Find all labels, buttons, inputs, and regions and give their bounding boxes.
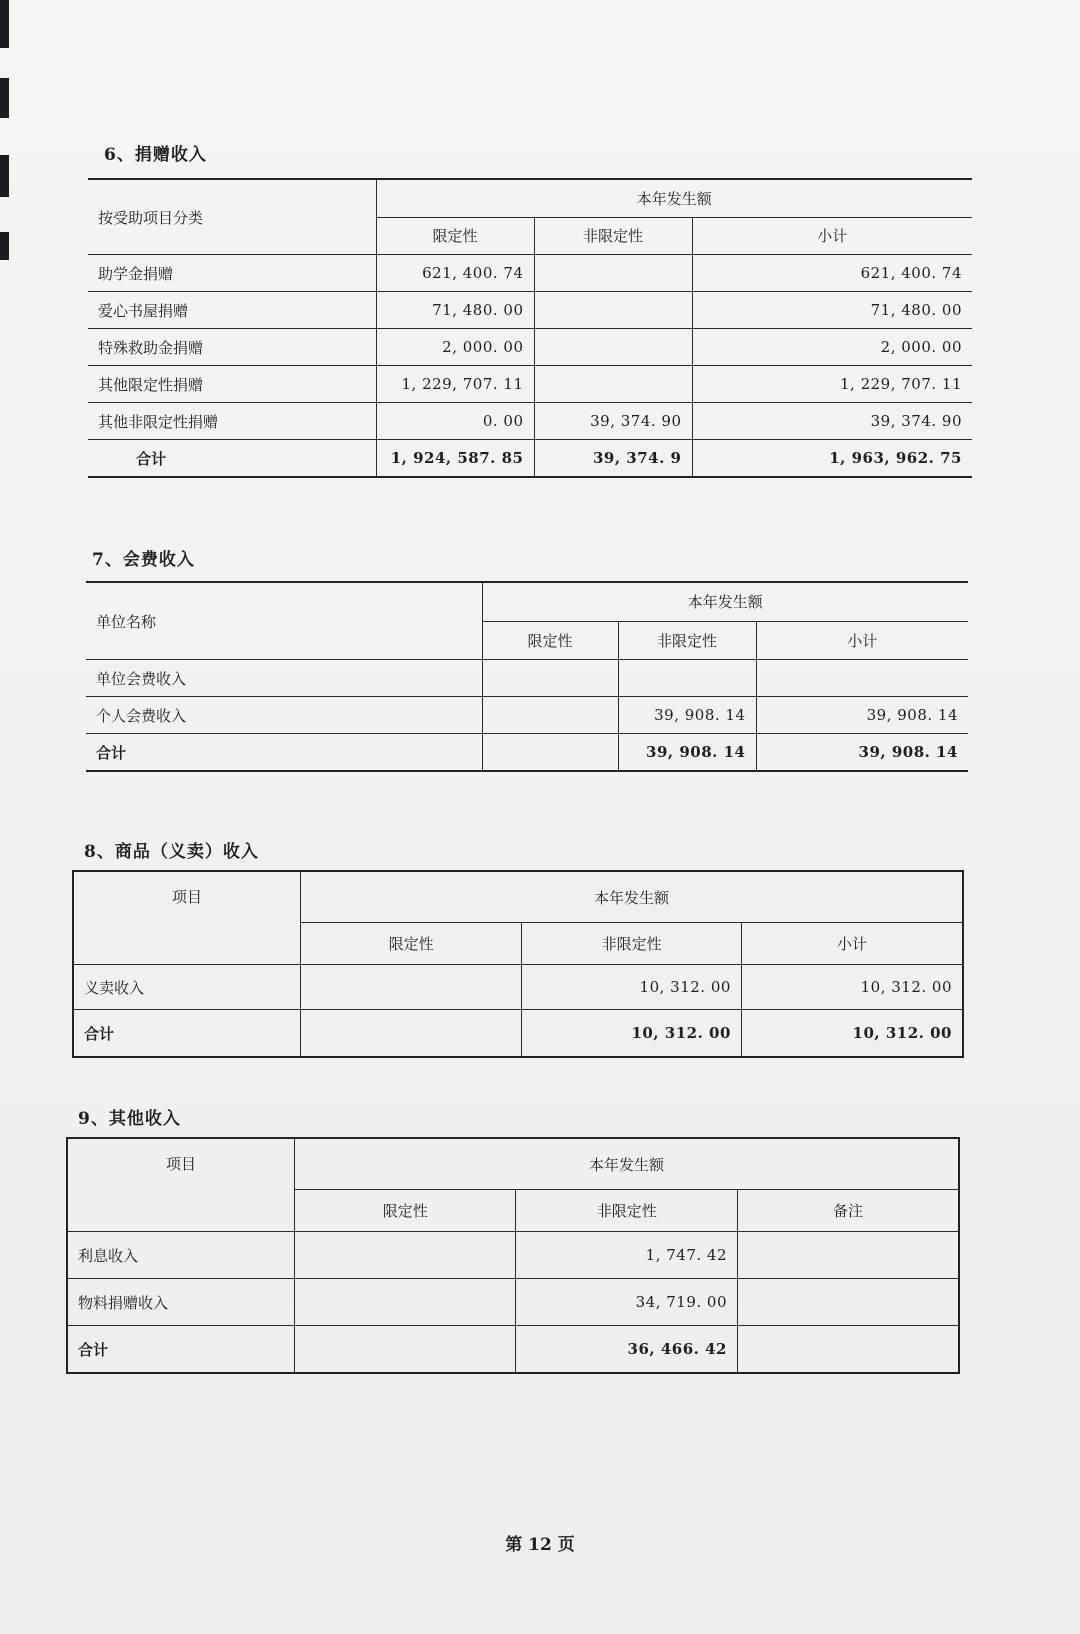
goods-col-restricted: 限定性 [300,923,521,965]
cell-restricted [294,1326,515,1374]
cell-unrestricted [534,292,692,329]
cell-subtotal: 1, 229, 707. 11 [692,366,972,403]
cell-unrestricted: 39, 908. 14 [618,697,756,734]
membership-col-subtotal: 小计 [756,621,968,660]
row-label: 单位会费收入 [86,660,482,697]
cell-note [738,1232,960,1279]
cell-note [738,1326,960,1374]
donation-section-title: 6、捐赠收入 [104,145,207,165]
cell-unrestricted [534,255,692,292]
cell-restricted [294,1279,515,1326]
other-header-period: 本年发生额 [294,1138,959,1190]
table-row [88,292,972,329]
row-label: 其他限定性捐赠 [88,366,376,403]
scan-edge-mark [0,232,9,260]
other-section-title: 9、其他收入 [78,1109,181,1129]
table-row [67,1232,959,1279]
cell-unrestricted: 39, 374. 90 [534,403,692,440]
cell-restricted [482,660,618,697]
cell-restricted [482,734,618,772]
table-row [88,255,972,292]
cell-unrestricted: 10, 312. 00 [522,1010,742,1058]
page-number: 第 12 页 [505,1535,575,1555]
cell-subtotal: 39, 908. 14 [756,697,968,734]
membership-col-unrestricted: 非限定性 [618,621,756,660]
cell-unrestricted: 10, 312. 00 [522,965,742,1010]
row-label: 合计 [73,1010,300,1058]
table-row [88,366,972,403]
table-row-total [88,440,972,478]
goods-sale-table [72,870,964,1058]
other-col-restricted: 限定性 [294,1190,515,1232]
cell-unrestricted: 34, 719. 00 [516,1279,738,1326]
table-row [88,329,972,366]
cell-subtotal: 621, 400. 74 [692,255,972,292]
cell-restricted: 71, 480. 00 [376,292,534,329]
row-label: 义卖收入 [73,965,300,1010]
cell-subtotal [756,660,968,697]
donation-header-category: 按受助项目分类 [88,179,376,255]
scan-edge-mark [0,0,9,48]
table-row-total [67,1326,959,1374]
cell-restricted: 1, 924, 587. 85 [376,440,534,478]
cell-note [738,1279,960,1326]
cell-subtotal: 10, 312. 00 [741,1010,963,1058]
cell-restricted [294,1232,515,1279]
row-label: 爱心书屋捐赠 [88,292,376,329]
donation-col-unrestricted: 非限定性 [534,217,692,255]
cell-subtotal: 39, 908. 14 [756,734,968,772]
row-label: 助学金捐赠 [88,255,376,292]
membership-header-period: 本年发生额 [482,582,968,621]
donation-header-period: 本年发生额 [376,179,972,217]
table-row-total [73,1010,963,1058]
cell-restricted [482,697,618,734]
cell-restricted: 1, 229, 707. 11 [376,366,534,403]
cell-restricted: 621, 400. 74 [376,255,534,292]
cell-unrestricted: 39, 374. 9 [534,440,692,478]
row-label: 合计 [67,1326,294,1374]
table-row [86,697,968,734]
cell-subtotal: 1, 963, 962. 75 [692,440,972,478]
goods-section-title: 8、商品（义卖）收入 [84,842,259,862]
cell-unrestricted [534,366,692,403]
other-income-table [66,1137,960,1374]
other-header-item: 项目 [67,1138,294,1232]
cell-subtotal: 2, 000. 00 [692,329,972,366]
row-label: 物料捐赠收入 [67,1279,294,1326]
row-label: 其他非限定性捐赠 [88,403,376,440]
membership-col-restricted: 限定性 [482,621,618,660]
cell-restricted: 0. 00 [376,403,534,440]
donation-col-subtotal: 小计 [692,217,972,255]
other-col-unrestricted: 非限定性 [516,1190,738,1232]
row-label: 个人会费收入 [86,697,482,734]
table-row [86,660,968,697]
scan-edge-mark [0,78,9,118]
table-row [88,403,972,440]
membership-header-unit: 单位名称 [86,582,482,660]
cell-subtotal: 71, 480. 00 [692,292,972,329]
row-label: 特殊救助金捐赠 [88,329,376,366]
scan-edge-mark [0,155,9,197]
goods-header-item: 项目 [73,871,300,965]
cell-restricted [300,965,521,1010]
cell-restricted [300,1010,521,1058]
cell-subtotal: 10, 312. 00 [741,965,963,1010]
goods-col-unrestricted: 非限定性 [522,923,742,965]
other-col-note: 备注 [738,1190,960,1232]
membership-fee-table [86,581,968,772]
table-row [67,1279,959,1326]
donation-col-restricted: 限定性 [376,217,534,255]
goods-header-period: 本年发生额 [300,871,963,923]
table-row-total [86,734,968,772]
goods-col-subtotal: 小计 [741,923,963,965]
cell-unrestricted [618,660,756,697]
cell-restricted: 2, 000. 00 [376,329,534,366]
cell-subtotal: 39, 374. 90 [692,403,972,440]
cell-unrestricted: 36, 466. 42 [516,1326,738,1374]
membership-section-title: 7、会费收入 [92,550,195,570]
row-label: 合计 [86,734,482,772]
table-row [73,965,963,1010]
row-label: 利息收入 [67,1232,294,1279]
cell-unrestricted [534,329,692,366]
cell-unrestricted: 39, 908. 14 [618,734,756,772]
donation-income-table [88,178,972,478]
cell-unrestricted: 1, 747. 42 [516,1232,738,1279]
row-label: 合计 [88,440,376,478]
